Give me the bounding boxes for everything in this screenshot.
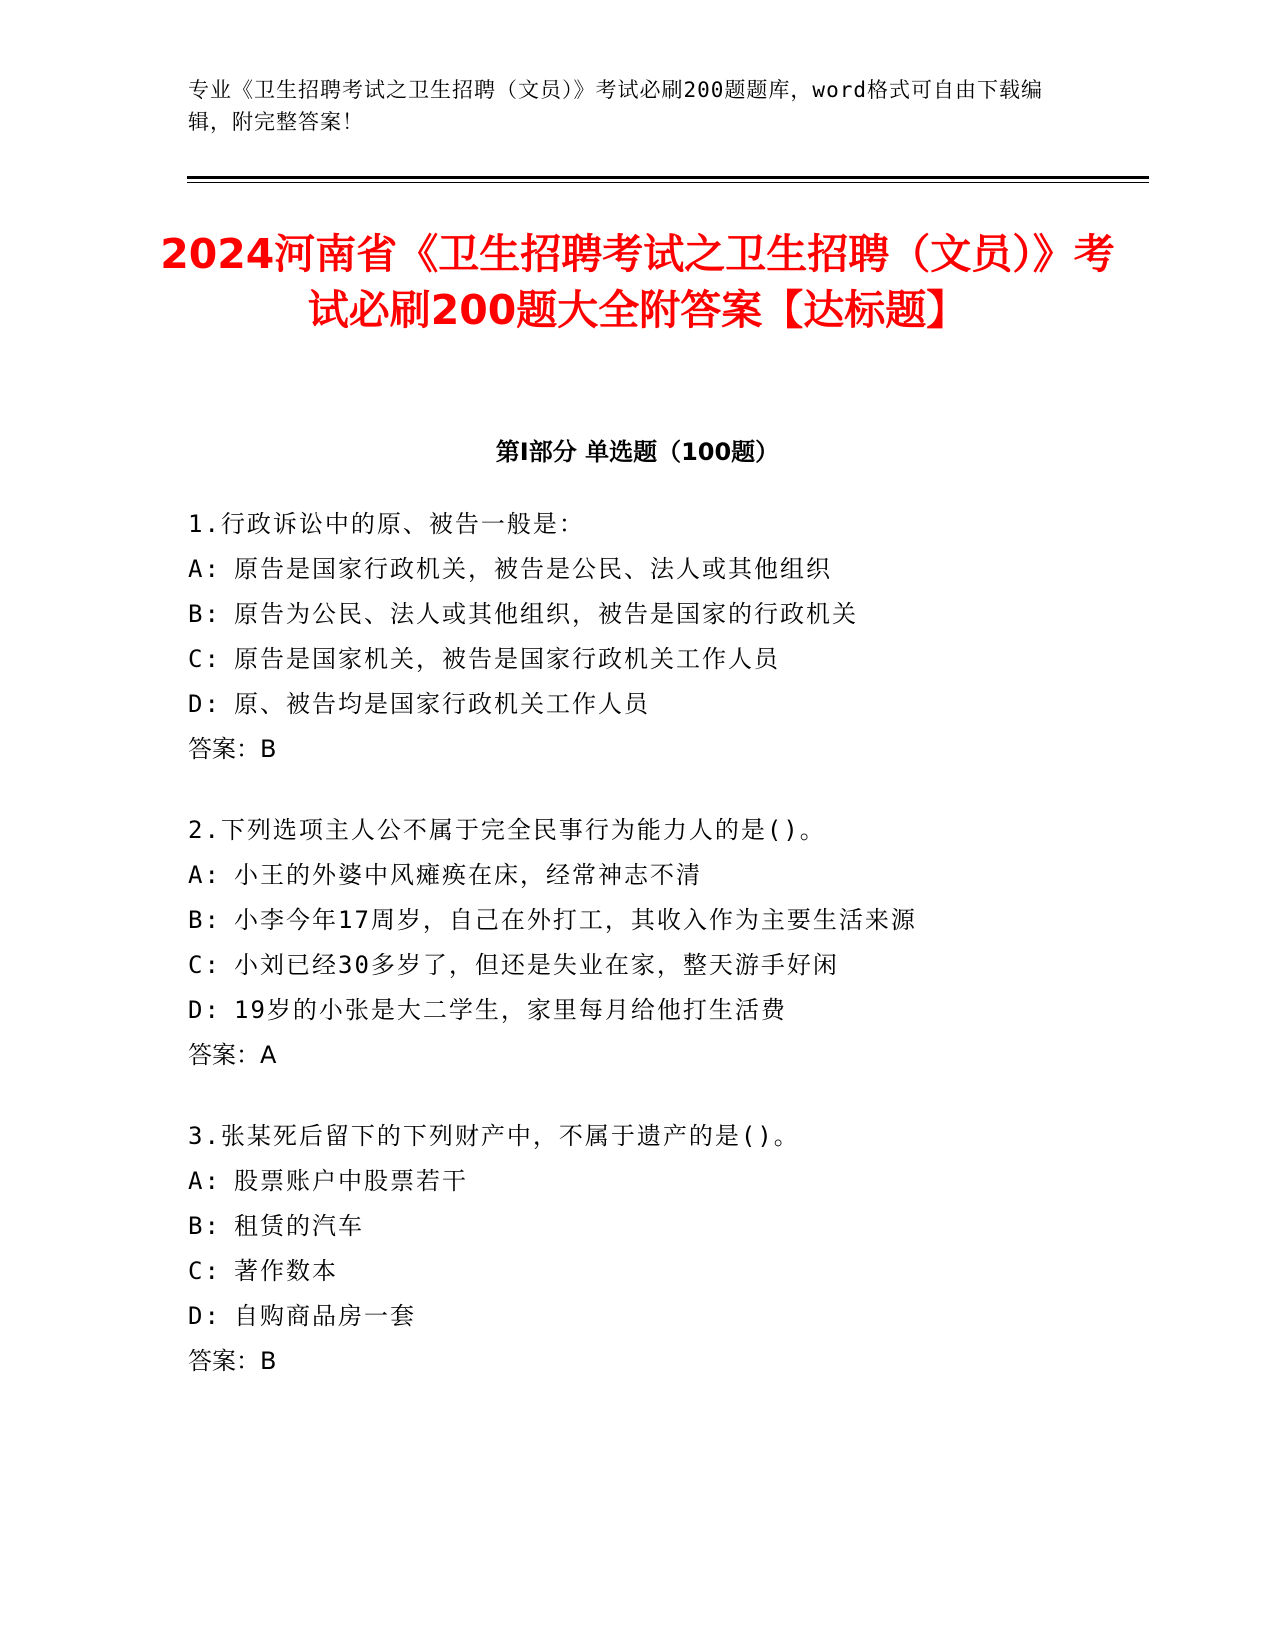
option-letter: C:	[188, 951, 221, 979]
option-b	[188, 1204, 1108, 1249]
document-title: 2024河南省《卫生招聘考试之卫生招聘（文员）》考试必刷200题大全附答案【达标题】	[160, 230, 1115, 334]
answer-value: B	[260, 735, 277, 763]
option-a	[188, 547, 1108, 592]
question-stem: 1.行政诉讼中的原、被告一般是：	[188, 510, 585, 538]
option-text: 著作数本	[234, 1257, 338, 1285]
answer-line	[188, 727, 1108, 772]
answer-value: A	[260, 1041, 277, 1069]
header-divider-thick	[187, 176, 1149, 179]
option-c	[188, 943, 1108, 988]
question-1	[188, 502, 1108, 772]
question-stem: 3.张某死后留下的下列财产中，不属于遗产的是()。	[188, 1122, 800, 1150]
option-text: 自购商品房一套	[234, 1302, 416, 1330]
option-letter: D:	[188, 690, 221, 718]
option-letter: D:	[188, 1302, 221, 1330]
option-c	[188, 637, 1108, 682]
answer-prefix: 答案：	[188, 1347, 260, 1375]
option-letter: B:	[188, 1212, 221, 1240]
option-d	[188, 988, 1108, 1033]
option-letter: C:	[188, 1257, 221, 1285]
option-c	[188, 1249, 1108, 1294]
option-text: 原告为公民、法人或其他组织，被告是国家的行政机关	[234, 600, 858, 628]
option-letter: A:	[188, 1167, 221, 1195]
option-d	[188, 682, 1108, 727]
option-text: 小王的外婆中风瘫痪在床，经常神志不清	[234, 861, 702, 889]
option-letter: C:	[188, 645, 221, 673]
option-letter: B:	[188, 906, 221, 934]
option-text: 小李今年17周岁，自己在外打工，其收入作为主要生活来源	[234, 906, 917, 934]
option-text: 小刘已经30多岁了，但还是失业在家，整天游手好闲	[234, 951, 839, 979]
option-letter: A:	[188, 555, 221, 583]
option-text: 股票账户中股票若干	[234, 1167, 468, 1195]
question-2	[188, 808, 1108, 1078]
answer-line	[188, 1339, 1108, 1384]
option-a	[188, 1159, 1108, 1204]
option-b	[188, 592, 1108, 637]
question-3	[188, 1114, 1108, 1384]
option-a	[188, 853, 1108, 898]
answer-prefix: 答案：	[188, 1041, 260, 1069]
question-stem: 2.下列选项主人公不属于完全民事行为能力人的是()。	[188, 816, 826, 844]
header-note: 专业《卫生招聘考试之卫生招聘（文员）》考试必刷200题题库，word格式可自由下载编辑，附完整答案！	[188, 78, 1043, 134]
section-heading: 第I部分 单选题（100题）	[495, 438, 780, 466]
option-text: 原告是国家机关，被告是国家行政机关工作人员	[234, 645, 780, 673]
option-letter: B:	[188, 600, 221, 628]
answer-line	[188, 1033, 1108, 1078]
option-letter: A:	[188, 861, 221, 889]
option-b	[188, 898, 1108, 943]
option-text: 19岁的小张是大二学生，家里每月给他打生活费	[234, 996, 787, 1024]
answer-prefix: 答案：	[188, 735, 260, 763]
option-text: 原、被告均是国家行政机关工作人员	[234, 690, 650, 718]
answer-value: B	[260, 1347, 277, 1375]
option-text: 租赁的汽车	[234, 1212, 364, 1240]
header-divider-thin	[187, 182, 1149, 183]
option-text: 原告是国家行政机关，被告是公民、法人或其他组织	[234, 555, 832, 583]
option-d	[188, 1294, 1108, 1339]
option-letter: D:	[188, 996, 221, 1024]
